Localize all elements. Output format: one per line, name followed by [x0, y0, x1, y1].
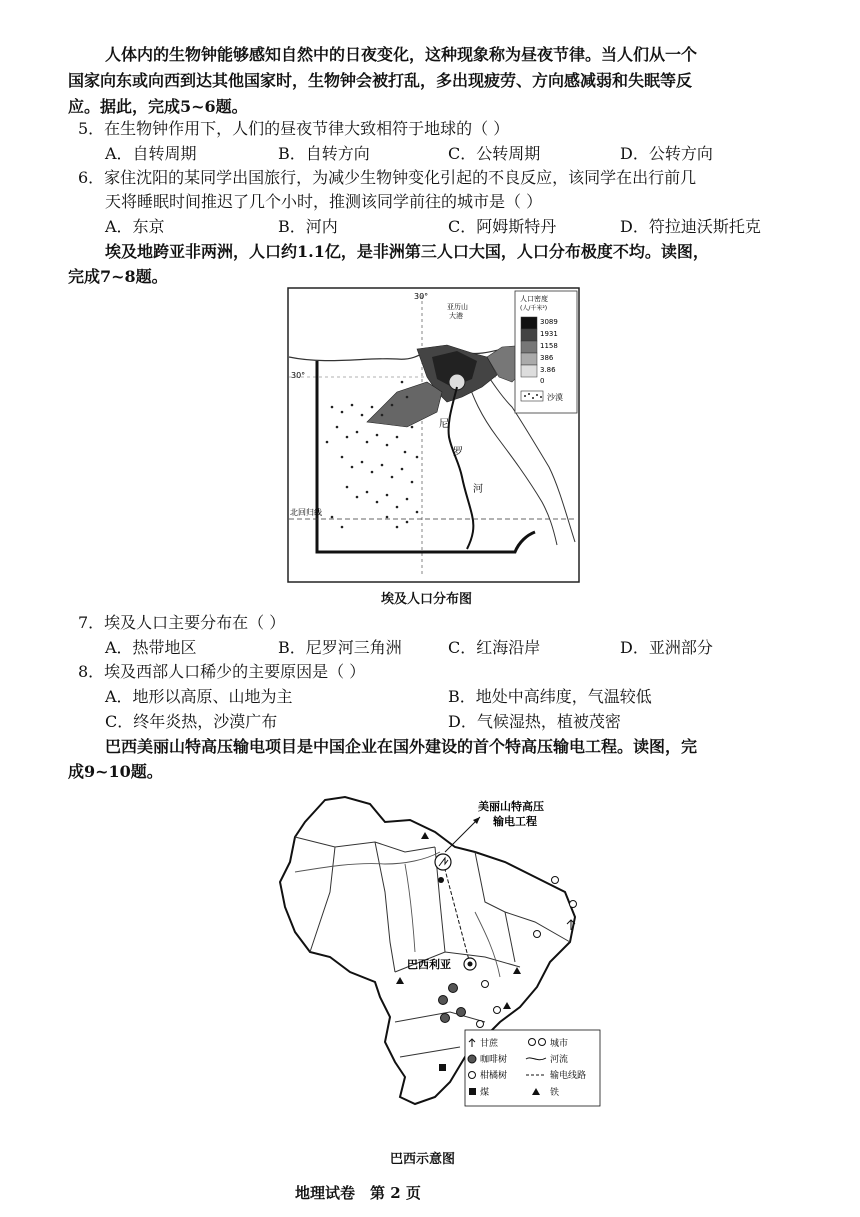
legend-coal: 煤	[480, 1088, 490, 1098]
city-icon	[494, 1007, 501, 1014]
project-pointer-arrow	[445, 817, 480, 852]
question-8-stem: 8．埃及西部人口稀少的主要原因是（ ）	[78, 662, 366, 681]
longitude-label: 30°	[414, 292, 429, 301]
legend-title: 人口密度	[520, 295, 548, 303]
tropic-label: 北回归线	[290, 508, 322, 517]
city-icon	[438, 877, 444, 883]
intro-9-10-line1: 巴西美丽山特高压输电项目是中国企业在国外建设的首个特高压输电工程。读图，完	[105, 737, 698, 756]
question-7-option-b: B．尼罗河三角洲	[278, 638, 402, 657]
brazil-map	[275, 792, 605, 1112]
question-8-option-b: B．地处中高纬度，气温较低	[448, 687, 652, 706]
legend-sugarcane: 甘蔗	[480, 1039, 499, 1049]
intro-5-6-line2: 国家向东或向西到达其他国家时，生物钟会被打乱，多出现疲劳、方向感减弱和失眠等反	[68, 71, 693, 90]
intro-7-8-line2: 完成7~8题。	[68, 267, 168, 286]
legend-value-6: 0	[540, 377, 545, 385]
river-label-char2: 罗	[453, 447, 463, 458]
question-7-option-a: A．热带地区	[105, 638, 197, 657]
city-label-line2: 大港	[449, 312, 463, 320]
city-icon	[477, 1021, 484, 1028]
legend-unit: (人/千米²)	[520, 305, 548, 312]
question-8-option-a: A．地形以高原、山地为主	[105, 687, 293, 706]
question-5-option-c: C．公转周期	[448, 144, 541, 163]
legend-desert-label: 沙漠	[547, 393, 563, 402]
city-icon	[529, 1039, 536, 1046]
coffee-icon	[449, 984, 458, 993]
question-5-option-d: D．公转方向	[620, 144, 713, 163]
question-8-option-d: D．气候湿热，植被茂密	[448, 712, 621, 731]
question-5-option-b: B．自转方向	[278, 144, 370, 163]
city-icon	[552, 877, 559, 884]
question-8-option-c: C．终年炎热，沙漠广布	[105, 712, 278, 731]
legend-coffee: 咖啡树	[480, 1055, 508, 1065]
egypt-population-map	[287, 287, 580, 583]
orange-icon	[469, 1072, 476, 1079]
legend-value-1: 3089	[540, 318, 558, 326]
river-label-char1: 尼	[439, 419, 449, 430]
intro-5-6-line1: 人体内的生物钟能够感知自然中的日夜变化，这种现象称为昼夜节律。当人们从一个	[105, 45, 698, 64]
coal-icon	[439, 1064, 446, 1071]
legend-iron: 铁	[550, 1088, 560, 1098]
question-7-option-c: C．红海沿岸	[448, 638, 541, 657]
legend-value-4: 386	[540, 354, 554, 362]
project-label-line2: 输电工程	[493, 815, 537, 828]
legend-value-5: 3.86	[540, 366, 556, 374]
coal-icon	[469, 1088, 476, 1095]
coffee-icon	[439, 996, 448, 1005]
question-6-option-a: A．东京	[105, 217, 165, 236]
brazil-map-caption: 巴西示意图	[390, 1152, 456, 1167]
population-legend	[515, 291, 577, 413]
coffee-icon	[441, 1014, 450, 1023]
question-6-stem-line1: 6．家住沈阳的某同学出国旅行，为减少生物钟变化引起的不良反应，该同学在出行前几	[78, 168, 697, 187]
egypt-map-caption: 埃及人口分布图	[381, 592, 473, 607]
legend-value-3: 1158	[540, 342, 558, 350]
intro-5-6-line3: 应。据此，完成5~6题。	[68, 97, 248, 116]
city-icon	[534, 931, 541, 938]
coffee-icon	[468, 1055, 476, 1063]
legend-river: 河流	[550, 1055, 569, 1065]
coffee-icon	[457, 1008, 466, 1017]
latitude-label: 30°	[291, 371, 306, 380]
river-label-char3: 河	[473, 484, 483, 495]
project-label-line1: 美丽山特高压	[478, 800, 544, 813]
question-5-stem: 5．在生物钟作用下，人们的昼夜节律大致相符于地球的（ ）	[78, 119, 510, 138]
city-icon	[482, 981, 489, 988]
question-6-option-d: D．符拉迪沃斯托克	[620, 217, 761, 236]
legend-powerline: 输电线路	[550, 1071, 587, 1081]
question-6-stem-line2: 天将睡眠时间推迟了几个小时，推测该同学前往的城市是（ ）	[105, 192, 543, 211]
capital-label: 巴西利亚	[407, 958, 451, 971]
question-6-option-c: C．阿姆斯特丹	[448, 217, 557, 236]
page-footer: 地理试卷 第 2 页	[295, 1184, 421, 1202]
question-7-stem: 7．埃及人口主要分布在（ ）	[78, 613, 286, 632]
legend-city: 城市	[550, 1039, 569, 1049]
city-icon	[570, 901, 577, 908]
question-6-option-b: B．河内	[278, 217, 338, 236]
brazil-legend	[465, 1030, 600, 1106]
question-7-option-d: D．亚洲部分	[620, 638, 713, 657]
question-5-option-a: A．自转周期	[105, 144, 197, 163]
city-label-line1: 亚历山	[447, 303, 468, 311]
legend-orange: 柑橘树	[480, 1071, 508, 1081]
intro-7-8-line1: 埃及地跨亚非两洲，人口约1.1亿，是非洲第三人口大国，人口分布极度不均。读图，	[105, 242, 709, 261]
legend-value-2: 1931	[540, 330, 558, 338]
project-site-marker	[435, 854, 451, 870]
intro-9-10-line2: 成9~10题。	[68, 762, 163, 781]
